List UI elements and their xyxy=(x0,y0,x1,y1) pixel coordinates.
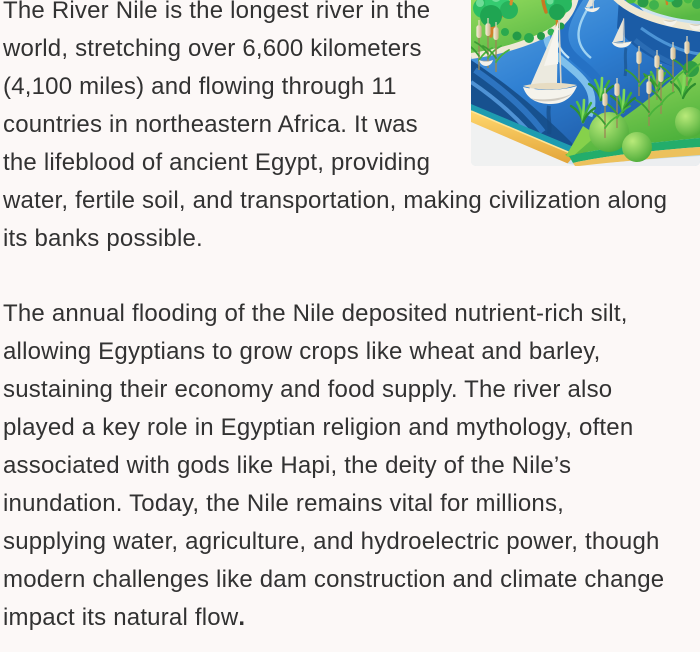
paragraph-details xyxy=(3,295,673,637)
river-scene xyxy=(471,0,700,166)
nile-illustration xyxy=(471,0,700,166)
nile-illustration-graphic xyxy=(471,0,700,166)
paragraph-details-text: The annual flooding of the Nile deposited nutrient-rich silt, allowing Egyptians to grow crops like wheat and barley, sustaining their economy and food supply. The river also played a key role in Egyptian religion and mythology, often associated with gods like Hapi, the deity of the Nile’s inundation. Today, the Nile remains vital for millions, supplying water, agriculture, and hydroelectric power, though modern challenges like dam construction and climate change impact its natural flow xyxy=(3,300,665,631)
paragraph-intro-text: The River Nile is the longest river in the world, stretching over 6,600 kilometers (4,100 miles) and flowing through 11 countries in northeastern Africa. It was the lifeblood of ancient Egypt, providing water, fertile soil, and transportation, making civilization along its banks possible. xyxy=(3,0,668,252)
round-bush xyxy=(622,132,652,162)
paragraph-terminal-period: . xyxy=(238,604,246,631)
